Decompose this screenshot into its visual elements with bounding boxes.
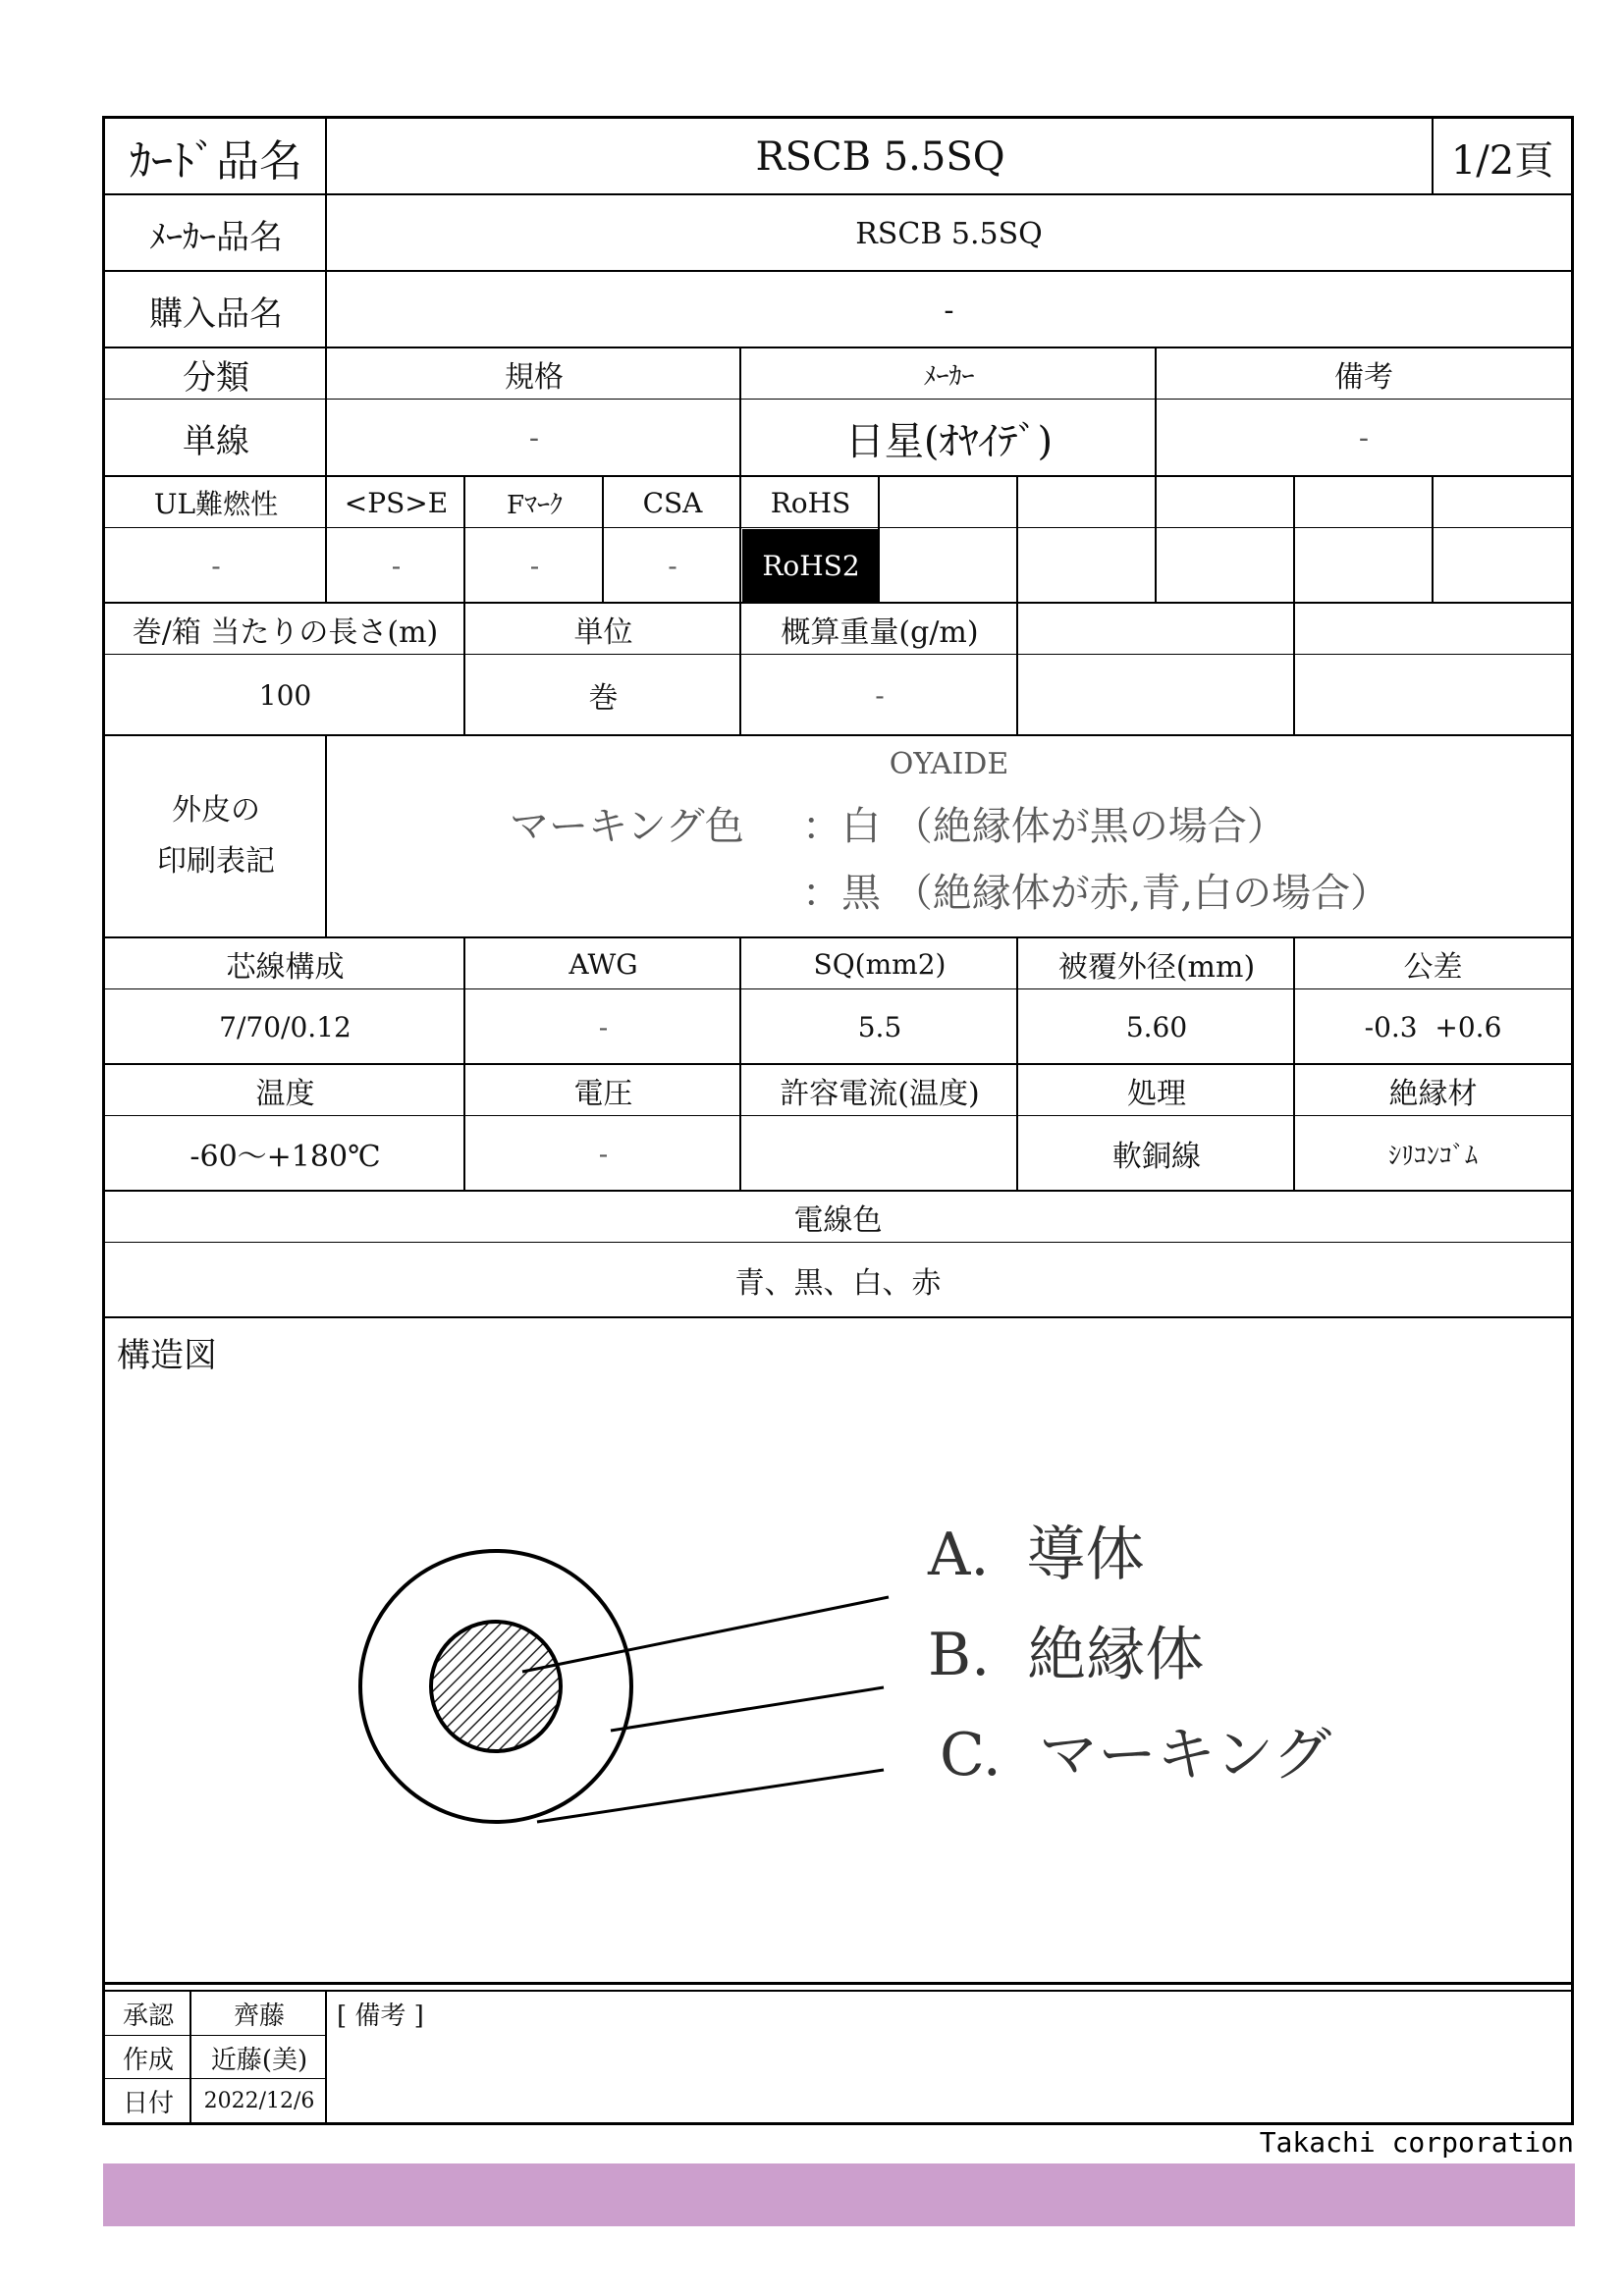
maker-value: 日星(ｵﾔｲﾃﾞ): [844, 418, 1054, 464]
remarks-value: -: [1358, 420, 1370, 455]
standards-value-6: [880, 529, 1018, 602]
page-number: 1/2頁: [1450, 137, 1554, 184]
standards-value-7: [1018, 529, 1157, 602]
f-mark-header: Fﾏｰｸ: [506, 490, 564, 520]
create-value: 近藤(美): [210, 2045, 308, 2075]
standards-header-9: [1295, 477, 1434, 528]
tolerance-header: 公差: [1403, 950, 1463, 985]
f-mark-value: -: [529, 549, 540, 582]
sq-header: SQ(mm2): [813, 947, 947, 981]
approve-value: 齊藤: [233, 2001, 285, 2031]
insulation-header: 絶縁材: [1388, 1077, 1478, 1111]
sq-value: 5.5: [857, 1010, 902, 1043]
standard-value: -: [528, 420, 540, 455]
purchase-name-label: 購入品名: [149, 294, 283, 334]
marking-color-label: マーキング色: [510, 803, 744, 849]
remarks-label: [ 備考 ]: [337, 2001, 424, 2031]
conductor-header: 芯線構成: [226, 950, 345, 985]
wire-color-header: 電線色: [793, 1203, 883, 1238]
packaging-header-5: [1295, 604, 1571, 655]
marking-brand: OYAIDE: [889, 746, 1009, 781]
marking-color-white: ：白 （絶縁体が黒の場合）: [802, 803, 1286, 849]
awg-value: -: [598, 1010, 609, 1043]
awg-header: AWG: [568, 947, 638, 981]
classification-header: 分類: [183, 357, 249, 398]
unit-value: 巻: [588, 681, 619, 716]
date-value: 2022/12/6: [203, 2088, 315, 2113]
purchase-name-value: -: [944, 293, 954, 328]
standards-header-7: [1018, 477, 1157, 528]
csa-value: -: [668, 549, 677, 582]
structure-title: 構造図: [117, 1335, 217, 1375]
standards-value-9: [1295, 529, 1434, 602]
temperature-value: -60～+180℃: [189, 1140, 381, 1174]
remarks-header: 備考: [1334, 360, 1393, 395]
standards-header-10: [1434, 477, 1571, 528]
create-label: 作成: [122, 2045, 174, 2075]
maker-name-value: RSCB 5.5SQ: [855, 216, 1043, 251]
tolerance-value: -0.3 +0.6: [1364, 1010, 1502, 1043]
pse-value: -: [391, 549, 402, 582]
structure-label-a: A. 導体: [928, 1521, 1145, 1589]
conductor-value: 7/70/0.12: [219, 1010, 352, 1043]
packaging-value-4: [1018, 656, 1295, 734]
temperature-header: 温度: [255, 1077, 315, 1111]
rohs-header: RoHS: [770, 486, 851, 519]
outer-diameter-header: 被覆外径(mm): [1057, 950, 1256, 985]
rohs-value: RoHS2: [742, 529, 880, 602]
leader-line-b: [611, 1687, 884, 1731]
marking-label-line2: 印刷表記: [157, 844, 275, 879]
classification-value: 単線: [183, 421, 249, 461]
length-per-reel-header: 巻/箱 当たりの長さ(m): [132, 615, 439, 650]
standards-value-8: [1157, 529, 1295, 602]
weight-header: 概算重量(g/m): [781, 615, 979, 650]
marking-label-line1: 外皮の: [172, 793, 260, 828]
date-label: 日付: [122, 2088, 174, 2118]
standards-value-10: [1434, 529, 1571, 602]
packaging-value-5: [1295, 656, 1571, 734]
maker-name-label: ﾒｰｶｰ品名: [149, 217, 283, 257]
current-header: 許容電流(温度): [780, 1077, 980, 1111]
outer-diameter-value: 5.60: [1125, 1010, 1188, 1043]
footer-band: [103, 2163, 1575, 2226]
maker-header: ﾒｰｶｰ: [923, 361, 975, 392]
weight-value: -: [875, 678, 885, 712]
voltage-header: 電圧: [573, 1077, 633, 1111]
approve-label: 承認: [122, 2001, 174, 2031]
wire-color-value: 青、黒、白、赤: [734, 1266, 942, 1301]
card-name-label: ｶｰﾄﾞ品名: [130, 136, 302, 187]
current-value: [741, 1117, 1018, 1190]
standards-header-6: [880, 477, 1018, 528]
treatment-value: 軟銅線: [1112, 1140, 1201, 1174]
spec-sheet: [102, 116, 1574, 2125]
conductor-core: [431, 1622, 561, 1751]
company-name: Takachi corporation: [1259, 2126, 1574, 2159]
standards-header-8: [1157, 477, 1295, 528]
card-name-value: RSCB 5.5SQ: [755, 134, 1005, 180]
structure-label-b: B. 絶縁体: [928, 1621, 1205, 1689]
pse-header: <PS>E: [344, 486, 449, 519]
unit-header: 単位: [573, 615, 633, 650]
ul-flame-value: -: [211, 549, 221, 582]
structure-label-c: C. マーキング: [940, 1721, 1332, 1789]
treatment-header: 処理: [1127, 1077, 1186, 1111]
marking-color-black: ：黒 （絶縁体が赤,青,白の場合）: [802, 870, 1390, 916]
ul-flame-header: UL難燃性: [153, 488, 279, 520]
packaging-header-4: [1018, 604, 1295, 655]
standard-header: 規格: [505, 360, 564, 395]
length-per-reel-value: 100: [258, 678, 312, 712]
csa-header: CSA: [642, 486, 703, 519]
marking-label: [105, 736, 327, 936]
voltage-value: -: [598, 1137, 609, 1170]
insulation-value: ｼﾘｺﾝｺﾞﾑ: [1387, 1141, 1478, 1171]
